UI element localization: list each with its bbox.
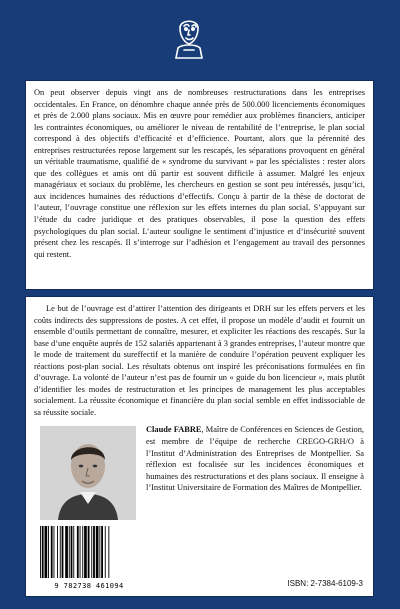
- barcode-bar: [96, 526, 99, 578]
- barcode-bars: [34, 524, 140, 580]
- author-name: Claude FABRE: [146, 425, 202, 435]
- author-portrait: [40, 426, 136, 520]
- barcode-bar: [40, 526, 41, 578]
- barcode-bar: [84, 526, 87, 578]
- barcode-bar: [80, 526, 81, 578]
- barcode-bar: [71, 526, 73, 578]
- barcode-bar: [88, 526, 90, 578]
- barcode-bar: [54, 526, 55, 578]
- author-block: [34, 424, 365, 530]
- barcode-bar: [45, 526, 48, 578]
- blurb-panel-top: [25, 80, 374, 290]
- barcode-bar: [60, 526, 61, 578]
- publisher-logo-icon: [172, 14, 206, 60]
- barcode-bar: [99, 526, 100, 578]
- barcode-bar: [73, 526, 74, 578]
- barcode-bar: [42, 526, 44, 578]
- barcode-bar: [57, 526, 58, 578]
- barcode-bar: [93, 526, 95, 578]
- barcode-bar: [65, 526, 68, 578]
- barcode-bar: [108, 526, 109, 578]
- barcode-bar: [82, 526, 83, 578]
- barcode-bar: [101, 526, 103, 578]
- barcode-bar: [91, 526, 92, 578]
- author-bio-text: , Maître de Conférences en Sciences de Gestion, est membre de l’équipe de recherche CREGO-GRH/O à l’Institut d’Administration des Entreprises de Montpellier. Sa réflexion est focalisée sur les incidences économiques et humaines des restructurations et des plans sociaux. Il enseigne à l’Institut Universitaire de Formation des Maîtres de Montpellier.: [146, 425, 365, 493]
- barcode-bar: [62, 526, 64, 578]
- blurb-panel-bottom: [25, 296, 374, 597]
- barcode-bar: [105, 526, 106, 578]
- barcode: [34, 524, 140, 590]
- barcode-digits: 9 782738 461094: [54, 582, 124, 590]
- blurb-paragraph-2: Le but de l’ouvrage est d’attirer l’attention des dirigeants et DRH sur les effets pervers et les coûts indirects des suppressions de postes. A cet effet, il propose un modèle d’audit et fournit un ensemble d’outils permettant de connaître, mesurer, et expliciter les réactions des rescapés. Sur la base d’une enquête auprès de 152 salariés appartenant à 3 grandes entreprises, l’auteur montre que le mode de traitement du sureffectif et la manière de conduire l’opération peuvent expliquer les réactions post-plan social. Les résultats obtenus ont inspiré les préconisations formulées en fin d’ouvrage. La volonté de l’auteur n’est pas de fournir un « guide du bon licencieur », mais plutôt d’identifier les modes de restructuration et les principes de management les plus acceptables socialement. La réussite économique et financière du plan social semble en effet indissociable de sa réussite sociale.: [34, 304, 365, 417]
- barcode-bar: [48, 526, 49, 578]
- blurb-paragraph-1: On peut observer depuis vingt ans de nombreuses restructurations dans les entreprises occidentales. En France, on dénombre chaque année près de 500.000 licenciements économiques et près de 2.000 plans sociaux. Mis en œuvre pour remédier aux problèmes financiers, anticiper les contraintes économiques, ou améliorer le niveau de rentabilité de l’entreprise, le plan social correspond à des objectifs d’efficacité et d’efficience. Pourtant, alors que la pérennité des entreprises restructurées repose largement sur les rescapés, les séparations provoquent en général un véritable traumatisme, qualifié de « syndrome du survivant » par les spécialistes : rester alors que des collègues et amis ont dû partir est souvent difficile à assumer. Malgré les enjeux managériaux et sociaux du problème, les chercheurs en gestion se sont peu intéressés, jusqu’ici, aux incidences humaines des réductions d’effectifs. Conçu à partir de la thèse de doctorat de l’auteur, l’ouvrage constitue une réflexion sur les effets internes du plan social. S’appuyant sur l’étude du cadre juridique et des pratiques observables, il pose la question des effets psychologiques du plan social. L’auteur souligne le sentiment d’injustice et d’insécurité souvent présent chez les rescapés. Il s’interroge sur l’adhésion et l’engagement au travail des personnes qui restent.: [34, 88, 365, 259]
- barcode-bar: [51, 526, 53, 578]
- barcode-bar: [77, 526, 79, 578]
- isbn-number: ISBN: 2-7384-6109-3: [287, 579, 363, 588]
- barcode-bar: [69, 526, 70, 578]
- author-bio: [146, 424, 364, 493]
